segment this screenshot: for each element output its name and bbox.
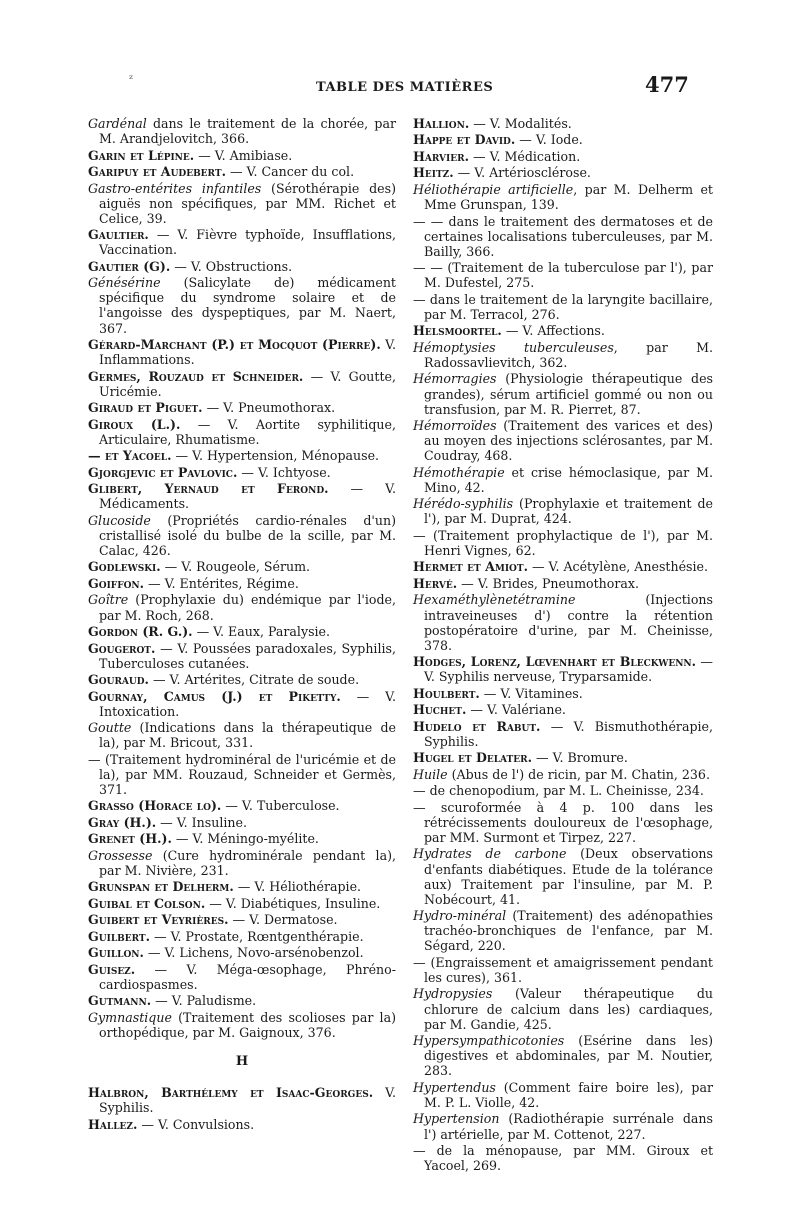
entry-text: — V. Insuline. <box>156 814 247 830</box>
entry-text: — (Engraissement et amaigrissement pendant les cures), 361. <box>413 954 713 985</box>
left-column <box>88 116 396 1133</box>
index-entry <box>88 164 396 179</box>
entry-text: (Radiothérapie surrénale dans l') artérielle, par M. Cottenot, 227. <box>424 1111 713 1142</box>
entry-author: Gutmann. <box>88 993 152 1009</box>
entry-text: et crise hémoclasique, par M. Mino, 42. <box>424 464 713 495</box>
index-entry <box>88 896 396 911</box>
index-entry <box>88 945 396 960</box>
entry-text: — V. Brides, Pneumothorax. <box>457 575 640 591</box>
entry-text: — V. Convulsions. <box>137 1116 255 1132</box>
entry-text: — V. Amibiase. <box>194 147 293 163</box>
index-entry <box>88 576 396 591</box>
entry-text: — V. Acétylène, Anesthésie. <box>527 559 708 575</box>
index-entry <box>88 912 396 927</box>
entry-author: Gautier (G). <box>88 258 171 274</box>
entry-text: — V. Pneumothorax. <box>202 400 336 416</box>
entry-author: Huchet. <box>413 702 467 718</box>
entry-text: — — dans le traitement des dermatoses et de certaines localisations tuberculeuses, par M. Bailly, 366. <box>413 213 713 259</box>
index-entry <box>88 116 396 146</box>
index-entry <box>413 1111 713 1141</box>
entry-text: — (Traitement prophylactique de l'), par M. Henri Vignes, 62. <box>413 527 713 558</box>
entry-text: — V. Entérites, Régime. <box>144 575 299 591</box>
index-entry <box>88 559 396 574</box>
index-entry <box>88 448 396 463</box>
index-entry <box>88 720 396 750</box>
entry-author: Gray (H.). <box>88 814 157 830</box>
index-entry <box>88 1085 396 1115</box>
index-entry <box>88 672 396 687</box>
index-entry <box>413 340 713 370</box>
entry-author: Hervé. <box>413 575 458 591</box>
index-entry <box>413 371 713 416</box>
index-entry <box>88 148 396 163</box>
entry-text: (Abus de l') de ricin, par M. Chatin, 236. <box>447 766 710 782</box>
entry-term: Gardénal <box>88 116 147 131</box>
index-entry <box>413 323 713 338</box>
entry-text: — V. Fièvre typhoïde, Insufflations, Vaccination. <box>99 227 396 258</box>
entry-term: Goître <box>88 592 129 608</box>
entry-text: — V. Héliothérapie. <box>233 879 362 895</box>
index-entry <box>88 369 396 399</box>
entry-author: Gougerot. <box>88 640 156 656</box>
entry-author: Garipuy et Audebert. <box>88 164 226 180</box>
entry-author: Goiffon. <box>88 575 145 591</box>
entry-author: — et Yacoel. <box>88 448 172 464</box>
index-entry <box>413 654 713 684</box>
entry-text: — V. Goutte, Uricémie. <box>99 368 396 399</box>
index-entry <box>88 481 396 511</box>
section-letter: H <box>235 1054 249 1070</box>
index-entry <box>413 576 713 591</box>
index-entry <box>88 848 396 878</box>
entry-text: — V. Dermatose. <box>228 912 338 928</box>
entry-text: , par M. Delherm et Mme Grunspan, 139. <box>424 181 713 213</box>
entry-text: — V. Paludisme. <box>151 993 257 1009</box>
entry-text: (Salicylate de) médicament spécifique du syndrome solaire et de l'angoisse des dyspeptiques, par M. Naert, 367. <box>99 275 396 336</box>
index-entry <box>88 689 396 719</box>
entry-term: Hémorroïdes <box>413 418 497 434</box>
entry-term: Hypersympathicotonies <box>413 1033 565 1049</box>
index-entry <box>88 879 396 894</box>
index-entry <box>413 149 713 164</box>
entry-text: — V. Bromure. <box>531 750 628 766</box>
entry-text: — V. Artérites, Citrate de soude. <box>148 672 360 688</box>
index-entry <box>88 798 396 813</box>
entry-author: Guibal et Colson. <box>88 895 206 911</box>
entry-text: — V. Affections. <box>501 323 605 339</box>
entry-text: — V. Poussées paradoxales, Syphilis, Tuberculoses cutanées. <box>99 640 396 671</box>
running-title: TABLE DES MATIÈRES <box>316 80 494 95</box>
index-entry <box>413 1033 713 1078</box>
entry-text: (Indications dans la thérapeutique de la), par M. Bricout, 331. <box>99 720 396 751</box>
entry-author: Helsmoortel. <box>413 323 502 339</box>
entry-text: — de la ménopause, par MM. Giroux et Yacoel, 269. <box>413 1142 713 1174</box>
index-entry <box>413 1143 713 1173</box>
index-entry <box>413 846 713 906</box>
right-column <box>413 116 713 1175</box>
entry-text: V. Syphilis. <box>99 1085 396 1116</box>
entry-author: Germes, Rouzaud et Schneider. <box>88 368 304 384</box>
entry-text: — de chenopodium, par M. L. Cheinisse, 234. <box>413 783 704 799</box>
entry-text: (Comment faire boire les), par M. P. L. Violle, 42. <box>424 1079 713 1110</box>
page-number: 477 <box>645 72 689 97</box>
index-entry <box>88 815 396 830</box>
entry-text: (Propriétés cardio-rénales d'un) cristallisé isolé du bulbe de la scille, par M. Calac, 426. <box>99 512 396 558</box>
entry-author: Houlbert. <box>413 685 480 701</box>
entry-text: — V. Bismuthothérapie, Syphilis. <box>424 718 713 749</box>
entry-author: Gordon (R. G.). <box>88 624 193 640</box>
index-entry <box>413 686 713 701</box>
entry-author: Happe et David. <box>413 132 516 148</box>
entry-text: — V. Modalités. <box>469 116 572 131</box>
index-entry <box>413 292 713 322</box>
entry-text: (Prophylaxie du) endémique par l'iode, par M. Roch, 268. <box>99 592 396 623</box>
entry-term: Hémorragies <box>413 371 497 387</box>
entry-text: — V. Diabétiques, Insuline. <box>205 895 381 911</box>
entry-text: (Deux observations d'enfants diabétiques. Etude de la tolérance aux) Traitement par l'insuline, par M. P. Nobécourt, 41. <box>424 846 713 907</box>
index-entry <box>88 227 396 257</box>
entry-author: Hermet et Amiot. <box>413 559 528 575</box>
entry-text: — V. Ichtyose. <box>237 464 331 480</box>
entry-text: (Cure hydrominérale pendant la), par M. Nivière, 231. <box>99 847 396 878</box>
entry-term: Grossesse <box>88 847 153 863</box>
entry-text: — V. Médicaments. <box>99 481 396 512</box>
entry-text: — V. Prostate, Rœntgenthérapie. <box>150 928 364 944</box>
entry-text: — V. Syphilis nerveuse, Tryparsamide. <box>424 654 713 685</box>
index-entry <box>88 929 396 944</box>
entry-text: — V. Rougeole, Sérum. <box>160 559 311 575</box>
index-entry <box>88 400 396 415</box>
entry-author: Guibert et Veyrières. <box>88 912 229 928</box>
index-entry <box>413 719 713 749</box>
index-entry <box>413 182 713 212</box>
index-entry <box>413 1080 713 1110</box>
index-entry <box>413 165 713 180</box>
entry-text: (Traitement des varices et des) au moyen des injections sclérosantes, par M. Coudray, 468. <box>424 418 713 464</box>
index-entry <box>413 592 713 652</box>
index-entry <box>413 783 713 798</box>
entry-author: Hallez. <box>88 1116 138 1132</box>
entry-text: — V. Vitamines. <box>479 685 583 701</box>
index-entry <box>413 465 713 495</box>
entry-text: — V. Méga-œsophage, Phréno-cardiospasmes. <box>99 961 396 992</box>
entry-author: Hodges, Lorenz, Lœvenhart et Bleckwenn. <box>413 654 697 670</box>
index-entry <box>88 259 396 274</box>
entry-term: Hydro-minéral <box>413 908 507 924</box>
entry-text: V. Inflammations. <box>99 337 396 368</box>
index-entry <box>413 559 713 574</box>
entry-text: (Sérothérapie des) aiguës non spécifiques, par MM. Richet et Celice, 39. <box>99 180 396 226</box>
index-entry <box>88 993 396 1008</box>
index-entry <box>88 831 396 846</box>
index-entry <box>413 116 713 131</box>
entry-author: Heitz. <box>413 165 454 181</box>
entry-term: Gastro-entérites infantiles <box>88 180 262 196</box>
entry-text: (Traitement des scolioses par la) orthopédique, par M. Gaignoux, 376. <box>99 1009 396 1041</box>
entry-author: Gournay, Camus (J.) et Piketty. <box>88 688 341 704</box>
index-entry <box>413 750 713 765</box>
entry-term: Hydrates de carbone <box>413 846 567 862</box>
entry-term: Héliothérapie artificielle <box>413 181 574 197</box>
entry-author: Giraud et Piguet. <box>88 400 203 416</box>
entry-text: — dans le traitement de la laryngite bacillaire, par M. Terracol, 276. <box>413 291 713 322</box>
entry-term: Hydropysies <box>413 986 493 1002</box>
entry-term: Huile <box>413 766 448 782</box>
entry-text: — V. Hypertension, Ménopause. <box>171 448 380 464</box>
entry-term: Glucoside <box>88 512 151 528</box>
entry-text: — V. Tuberculose. <box>221 798 340 814</box>
entry-text: (Esérine dans les) digestives et abdominales, par M. Noutier, 283. <box>424 1033 713 1079</box>
index-entry <box>88 275 396 335</box>
entry-text: — V. Lichens, Novo-arsénobenzol. <box>143 945 364 961</box>
entry-author: Guilbert. <box>88 928 151 944</box>
entry-term: Hypertension <box>413 1111 500 1127</box>
index-entry <box>413 418 713 463</box>
entry-text: (Prophylaxie et traitement de l'), par M. Duprat, 424. <box>424 496 713 527</box>
entry-author: Halbron, Barthélemy et Isaac-Georges. <box>88 1085 374 1101</box>
entry-author: Grasso (Horace lo). <box>88 798 222 814</box>
entry-term: Hérédo-syphilis <box>413 496 514 512</box>
entry-author: Guillon. <box>88 945 144 961</box>
entry-text: dans le traitement de la chorée, par M. Arandjelovitch, 366. <box>99 116 396 147</box>
entry-author: Gjorgjevic et Pavlovic. <box>88 464 238 480</box>
index-entry <box>413 496 713 526</box>
entry-text: — scuroformée à 4 p. 100 dans les rétrécissements douloureux de l'œsophage, par MM. Surmont et Tirpez, 227. <box>413 799 713 845</box>
entry-text: , par M. Radossavlievitch, 362. <box>424 339 713 370</box>
index-entry <box>413 800 713 845</box>
entry-term: Génésérine <box>88 275 161 291</box>
entry-text: — (Traitement hydrominéral de l'uricémie et de la), par MM. Rouzaud, Schneider et Germès, 371. <box>88 751 396 797</box>
entry-term: Hémothérapie <box>413 464 505 480</box>
index-entry <box>88 465 396 480</box>
entry-text: — V. Médication. <box>468 148 581 164</box>
entry-author: Glibert, Yernaud et Ferond. <box>88 481 329 497</box>
entry-author: Hallion. <box>413 116 470 131</box>
index-entry <box>413 986 713 1031</box>
index-entry <box>413 528 713 558</box>
index-entry <box>88 592 396 622</box>
entry-text: (Traitement) des adénopathies trachéo-bronchiques de l'enfance, par M. Ségard, 220. <box>424 908 713 954</box>
index-entry <box>88 181 396 226</box>
entry-term: Hypertendus <box>413 1079 496 1095</box>
index-entry <box>413 702 713 717</box>
entry-author: Gérard-Marchant (P.) et Mocquot (Pierre). <box>88 337 381 353</box>
index-entry <box>413 260 713 290</box>
index-entry <box>413 955 713 985</box>
entry-text: — — (Traitement de la tuberculose par l'), par M. Dufestel, 275. <box>413 260 713 291</box>
entry-text: — V. Cancer du col. <box>225 164 355 180</box>
entry-text: — V. Aortite syphilitique, Articulaire, Rhumatisme. <box>99 416 397 447</box>
index-entry <box>413 132 713 147</box>
entry-author: Giroux (L.). <box>88 416 181 432</box>
entry-text: — V. Méningo-myélite. <box>171 831 319 847</box>
entry-text: (Physiologie thérapeutique des grandes), sérum artificiel gommé ou non ou transfusion, par M. R. Pierret, 87. <box>424 371 713 417</box>
index-entry <box>88 962 396 992</box>
entry-text: — V. Eaux, Paralysie. <box>192 624 331 640</box>
entry-text: (Valeur thérapeutique du chlorure de calcium dans les) cardiaques, par M. Gandie, 425. <box>424 986 713 1032</box>
index-entry <box>88 337 396 367</box>
entry-author: Godlewski. <box>88 559 161 575</box>
entry-author: Grenet (H.). <box>88 831 172 847</box>
entry-term: Goutte <box>88 720 132 736</box>
index-entry <box>88 417 396 447</box>
entry-author: Harvier. <box>413 148 469 164</box>
index-entry <box>413 214 713 259</box>
entry-term: Hémoptysies tuberculeuses <box>413 339 614 355</box>
index-entry <box>88 624 396 639</box>
entry-author: Guisez. <box>88 961 136 977</box>
entry-author: Gouraud. <box>88 672 149 688</box>
entry-author: Gaultier. <box>88 227 149 243</box>
entry-text: — V. Artériosclérose. <box>453 165 591 181</box>
entry-text: — V. Intoxication. <box>99 688 396 719</box>
index-entry <box>88 1010 396 1040</box>
entry-author: Garin et Lépine. <box>88 147 195 163</box>
entry-author: Hugel et Delater. <box>413 750 532 766</box>
index-entry <box>88 752 396 797</box>
entry-term: Gymnastique <box>88 1009 172 1025</box>
entry-author: Hudelo et Rabut. <box>413 718 541 734</box>
index-entry <box>88 641 396 671</box>
entry-text: — V. Valériane. <box>466 702 566 718</box>
entry-text: — V. Iode. <box>515 132 583 148</box>
margin-mark: ᶻ <box>129 72 133 86</box>
running-header <box>0 72 800 102</box>
index-entry <box>88 1117 396 1132</box>
entry-term: Hexaméthylènetétramine <box>413 592 576 608</box>
index-entry <box>88 513 396 558</box>
entry-text: (Injections intraveineuses d') contre la rétention postopératoire d'urine, par M. Cheinisse, 378. <box>424 592 713 653</box>
index-entry <box>413 767 713 782</box>
entry-text: — V. Obstructions. <box>170 258 293 274</box>
entry-author: Grunspan et Delherm. <box>88 879 234 895</box>
index-entry <box>413 908 713 953</box>
